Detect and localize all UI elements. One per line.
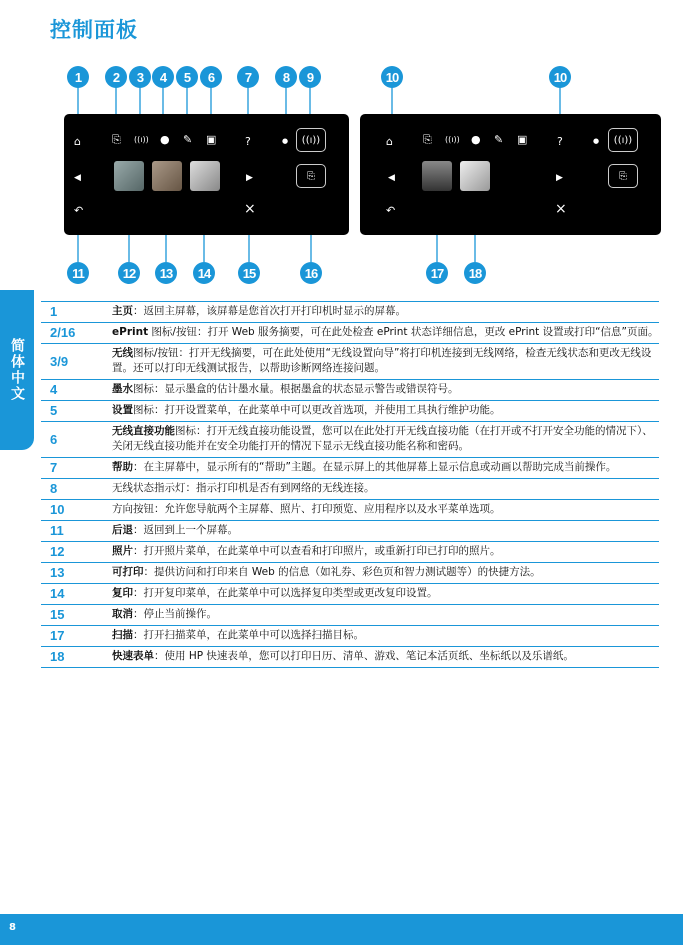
wireless-button[interactable] [296, 128, 326, 152]
row-term: 无线 [112, 347, 133, 359]
row-number: 7 [50, 460, 58, 475]
row-term: 复印 [112, 587, 133, 599]
table-row [41, 605, 659, 626]
row-number: 12 [50, 544, 65, 559]
eprint-icon: ⎘ [307, 170, 315, 182]
row-text: 图标：显示墨盒的估计墨水量。根据墨盒的状态显示警告或错误符号。 [133, 383, 459, 395]
row-description [112, 346, 659, 376]
row-number: 1 [50, 304, 58, 319]
page-footer [0, 914, 683, 945]
row-description [112, 565, 659, 580]
table-row [41, 301, 659, 323]
row-description [112, 481, 659, 496]
wireless-status-light-icon: ● [282, 137, 289, 145]
table-row [41, 401, 659, 422]
wireless-icon: ((ı)) [613, 134, 633, 146]
row-number: 13 [50, 565, 65, 580]
callout-7: 7 [237, 66, 259, 88]
help-icon[interactable]: ? [557, 135, 563, 148]
eprint-button[interactable] [608, 164, 638, 188]
photo-tile-icon[interactable] [114, 161, 144, 191]
row-text: 图标：打开设置菜单，在此菜单中可以更改首选项，并使用工具执行维护功能。 [133, 404, 501, 416]
callout-10-left: 10 [381, 66, 403, 88]
page-number: 8 [9, 922, 16, 933]
home-icon[interactable]: ⌂ [74, 135, 81, 148]
callout-2: 2 [105, 66, 127, 88]
row-term: 墨水 [112, 383, 133, 395]
row-term: 取消 [112, 608, 133, 620]
cancel-icon[interactable]: × [244, 201, 256, 217]
row-text: ：停止当前操作。 [133, 608, 217, 620]
eprint-button[interactable] [296, 164, 326, 188]
wrench-icon[interactable]: ✎ [494, 133, 504, 146]
row-text: ：在主屏幕中，显示所有的“帮助”主题。在显示屏上的其他屏幕上显示信息或动画以帮助完成当前操作。 [133, 461, 617, 473]
callout-15: 15 [238, 262, 260, 284]
back-icon[interactable]: ↶ [74, 204, 84, 217]
row-term: 快速表单 [112, 650, 154, 662]
table-row [41, 626, 659, 647]
row-text: ：使用 HP 快速表单，您可以打印日历、清单、游戏、笔记本活页纸、坐标纸以及乐谱纸。 [154, 650, 574, 662]
quick-forms-tile-icon[interactable] [460, 161, 490, 191]
language-side-tab [0, 290, 34, 450]
control-panel-right [360, 114, 661, 235]
wrench-icon[interactable]: ✎ [183, 133, 193, 146]
callout-4: 4 [152, 66, 174, 88]
row-description [112, 304, 659, 319]
row-description [112, 586, 659, 601]
row-number: 18 [50, 649, 65, 664]
callout-16: 16 [300, 262, 322, 284]
row-text: ：提供访问和打印来自 Web 的信息（如礼券、彩色页和智力测试题等）的快捷方法。 [143, 566, 541, 578]
row-text: 图标/按钮：打开 Web 服务摘要，可在此处检查 ePrint 状态详细信息，更改 ePrint 设置或打印“信息”页面。 [148, 326, 659, 338]
row-description [112, 325, 659, 340]
table-row [41, 422, 659, 458]
row-number: 2/16 [50, 325, 76, 340]
row-description [112, 382, 659, 397]
row-text: ：打开照片菜单，在此菜单中可以查看和打印照片，或重新打印已打印的照片。 [133, 545, 501, 557]
callout-14: 14 [193, 262, 215, 284]
row-number: 4 [50, 382, 58, 397]
right-arrow-icon[interactable]: ▶ [246, 173, 253, 183]
table-row [41, 458, 659, 479]
copy-tile-icon[interactable] [190, 161, 220, 191]
back-icon[interactable]: ↶ [386, 204, 396, 217]
table-row [41, 647, 659, 668]
row-text: ：打开复印菜单，在此菜单中可以选择复印类型或更改复印设置。 [133, 587, 438, 599]
row-description [112, 460, 659, 475]
wireless-icon: ((ı)) [301, 134, 321, 146]
callout-3: 3 [129, 66, 151, 88]
row-term: 可打印 [112, 566, 144, 578]
wireless-direct-icon[interactable]: ▣ [517, 133, 528, 146]
table-row [41, 521, 659, 542]
row-text: ：返回到上一个屏幕。 [133, 524, 238, 536]
row-term: 主页 [112, 305, 133, 317]
row-number: 15 [50, 607, 65, 622]
callout-11: 11 [67, 262, 89, 284]
callout-13: 13 [155, 262, 177, 284]
callout-17: 17 [426, 262, 448, 284]
row-number: 10 [50, 502, 65, 517]
left-arrow-icon[interactable]: ◀ [388, 173, 395, 183]
callout-5: 5 [176, 66, 198, 88]
row-term: 无线直接功能 [112, 425, 175, 437]
row-description [112, 424, 659, 454]
row-description [112, 649, 659, 664]
language-label: 简体中文 [9, 338, 25, 402]
row-description [112, 607, 659, 622]
table-row [41, 380, 659, 401]
row-description [112, 403, 659, 418]
callout-10-right: 10 [549, 66, 571, 88]
eprint-icon: ⎘ [619, 170, 627, 182]
table-row [41, 479, 659, 500]
callout-18: 18 [464, 262, 486, 284]
row-number: 3/9 [50, 353, 69, 369]
eprint-small-icon[interactable]: ⎘ [112, 133, 121, 146]
callout-12: 12 [118, 262, 140, 284]
table-row [41, 500, 659, 521]
eprint-small-icon[interactable]: ⎘ [423, 133, 432, 146]
table-row [41, 344, 659, 380]
row-text: ：打开扫描菜单，在此菜单中可以选择扫描目标。 [133, 629, 364, 641]
row-number: 6 [50, 431, 58, 447]
row-description [112, 502, 659, 517]
row-description [112, 523, 659, 538]
row-term: 设置 [112, 404, 133, 416]
row-text: 图标/按钮：打开无线摘要，可在此处使用“无线设置向导”将打印机连接到无线网络，检查无线状态和更改无线设置。还可以打印无线测试报告，以帮助诊断网络连接问题。 [112, 347, 652, 374]
row-term: 帮助 [112, 461, 133, 473]
control-panel-left [64, 114, 349, 235]
cancel-icon[interactable]: × [555, 201, 567, 217]
wireless-small-icon[interactable]: ((ı)) [134, 135, 149, 144]
scan-tile-icon[interactable] [422, 161, 452, 191]
row-text: 方向按钮：允许您导航两个主屏幕、照片、打印预览、应用程序以及水平菜单选项。 [112, 503, 501, 515]
row-number: 14 [50, 586, 65, 601]
help-icon[interactable]: ? [245, 135, 251, 148]
left-arrow-icon[interactable]: ◀ [74, 173, 81, 183]
table-row [41, 584, 659, 605]
row-text: ：返回主屏幕，该屏幕是您首次打开打印机时显示的屏幕。 [133, 305, 406, 317]
table-row [41, 563, 659, 584]
row-term: 照片 [112, 545, 133, 557]
page-title: 控制面板 [50, 18, 138, 42]
wireless-direct-icon[interactable]: ▣ [206, 133, 217, 146]
ink-drop-icon[interactable]: ● [160, 133, 170, 146]
row-term: 扫描 [112, 629, 133, 641]
right-arrow-icon[interactable]: ▶ [556, 173, 563, 183]
callout-9: 9 [299, 66, 321, 88]
table-row [41, 323, 659, 344]
row-text: 无线状态指示灯：指示打印机是否有到网络的无线连接。 [112, 482, 375, 494]
row-term: 后退 [112, 524, 133, 536]
row-number: 8 [50, 481, 58, 496]
row-description [112, 544, 659, 559]
printables-tile-icon[interactable] [152, 161, 182, 191]
ink-drop-icon[interactable]: ● [471, 133, 481, 146]
row-number: 5 [50, 403, 58, 418]
wireless-status-light-icon: ● [593, 137, 600, 145]
row-number: 17 [50, 628, 65, 643]
wireless-button[interactable] [608, 128, 638, 152]
row-text: 图标：打开无线直接功能设置，您可以在此处打开无线直接功能（在打开或不打开安全功能的情况下）、关闭无线直接功能并在安全功能打开的情况下显示无线直接功能名称和密码。 [112, 425, 653, 452]
legend-table [41, 301, 659, 668]
table-row [41, 542, 659, 563]
callout-6: 6 [200, 66, 222, 88]
row-description [112, 628, 659, 643]
wireless-small-icon[interactable]: ((ı)) [445, 135, 460, 144]
callout-8: 8 [275, 66, 297, 88]
row-number: 11 [50, 523, 64, 538]
row-term: ePrint [112, 326, 149, 338]
home-icon[interactable]: ⌂ [386, 135, 393, 148]
callout-1: 1 [67, 66, 89, 88]
